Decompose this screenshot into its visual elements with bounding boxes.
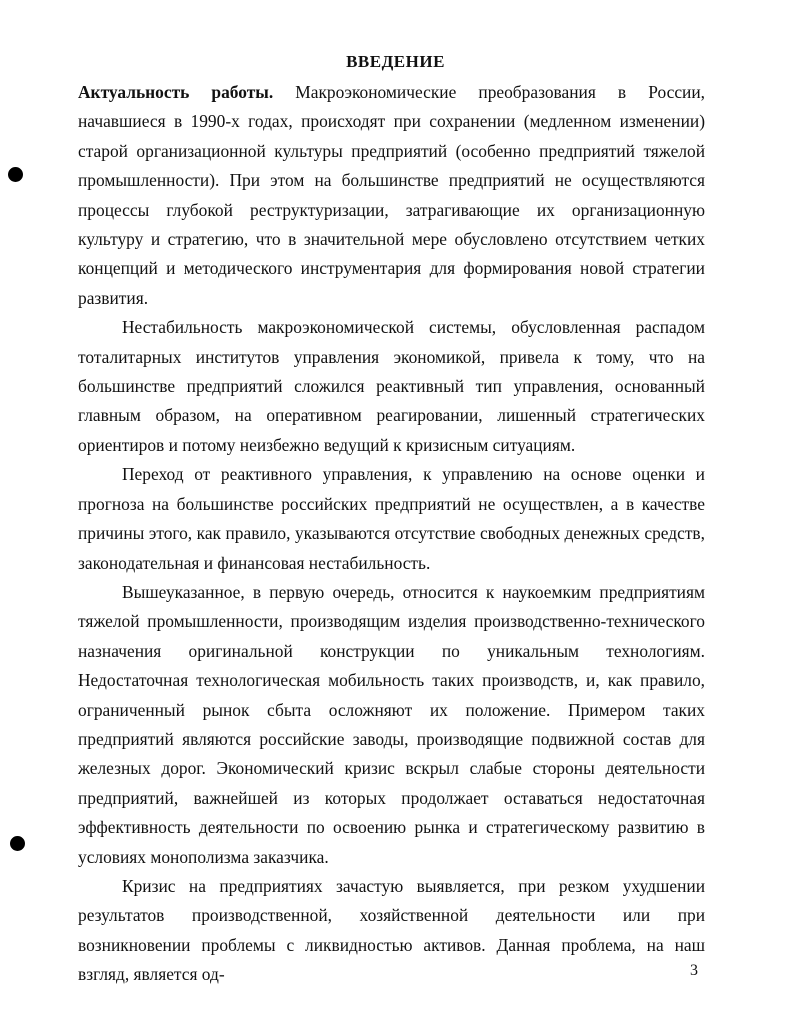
paragraph-2: Нестабильность макроэкономической системы, обусловленная распадом тоталитарных институтов управления экономикой, привела к тому, что на большинстве предприятий сложился реактивный тип управления, основанный главным образом, на оперативном реагировании, лишенный стратегических ориентиров и потому неизбежно ведущий к кризисным ситуациям. xyxy=(78,317,705,455)
paragraph-1-text: Макроэкономические преобразования в России, начавшиеся в 1990-х годах, происходят при сохранении (медленном изменении) старой организационной культуры предприятий (особенно предприятий тяжелой промышленности). При этом на большинстве предприятий не осуществляются процессы глубокой реструктуризации, затрагивающие их организационную культуру и стратегию, что в значительной мере обусловлено отсутствием четких концепций и методического инструментария для формирования новой стратегии развития. xyxy=(78,82,705,308)
body-text xyxy=(78,78,705,990)
lead-heading: Актуальность работы. xyxy=(78,82,274,102)
paragraph-4: Вышеуказанное, в первую очередь, относится к наукоемким предприятиям тяжелой промышленности, производящим изделия производственно-технического назначения оригинальной конструкции по уникальным технологиям. Недостаточная технологическая мобильность таких производств, и, как правило, ограниченный рынок сбыта осложняют их положение. Примером таких предприятий являются российские заводы, производящие подвижной состав для железных дорог. Экономический кризис вскрыл слабые стороны деятельности предприятий, важнейшей из которых продолжает оставаться недостаточная эффективность деятельности по освоению рынка и стратегическому развитию в условиях монополизма заказчика. xyxy=(78,581,705,867)
paragraph-5: Кризис на предприятиях зачастую выявляется, при резком ухудшении результатов производственной, хозяйственной деятельности или при возникновении проблемы с ликвидностью активов. Данная проблема, на наш взгляд, является од- xyxy=(78,875,705,985)
binder-hole-mark xyxy=(8,167,23,182)
binder-hole-mark xyxy=(10,836,25,851)
page-number: 3 xyxy=(690,962,698,979)
paragraph-1 xyxy=(78,78,705,313)
page-title: ВВЕДЕНИЕ xyxy=(346,52,445,71)
paragraph-3: Переход от реактивного управления, к управлению на основе оценки и прогноза на большинстве российских предприятий не осуществлен, а в качестве причины этого, как правило, указываются отсутствие свободных денежных средств, законодательная и финансовая нестабильность. xyxy=(78,464,705,573)
